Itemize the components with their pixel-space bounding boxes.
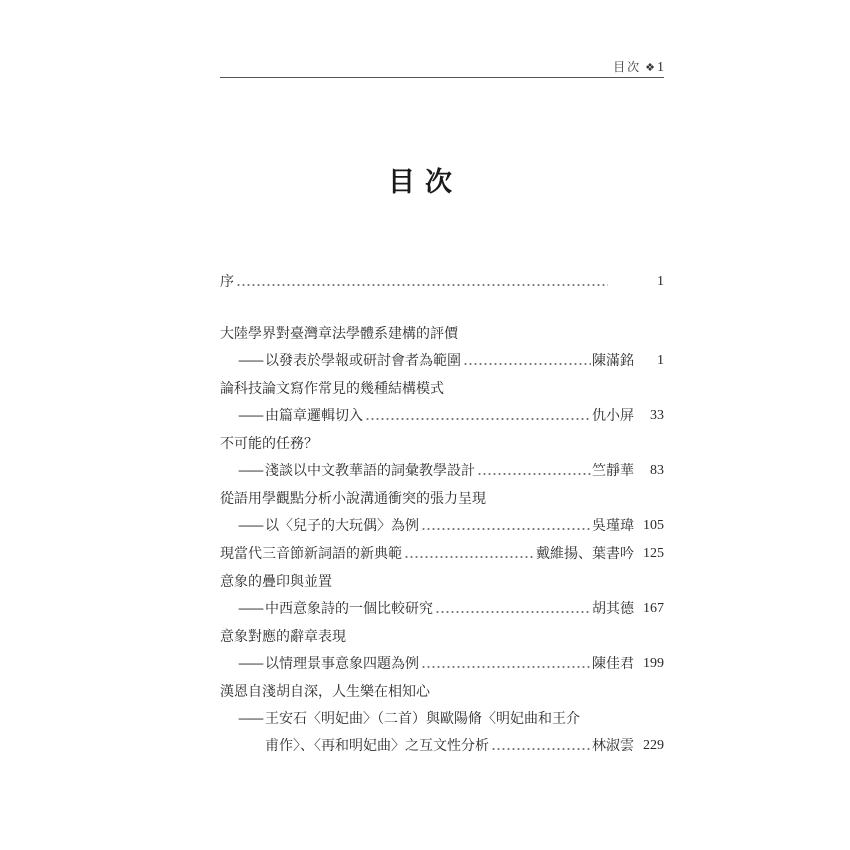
toc-entry-title[interactable]: [220, 487, 664, 509]
toc-page-number: 33: [650, 408, 664, 423]
dot-leader: [477, 471, 591, 477]
toc-entry-title[interactable]: [220, 377, 664, 399]
toc-page-number: 167: [643, 601, 664, 616]
toc-author: 胡其德: [592, 601, 634, 617]
toc-entry-title[interactable]: [220, 680, 664, 702]
toc-subtitle: 以情理景事意象四題為例: [265, 656, 419, 672]
toc-author: 陳佳君: [592, 656, 634, 672]
toc-title: 論科技論文寫作常見的幾種結構模式: [220, 381, 444, 397]
toc-author: 戴維揚、葉書吟: [536, 546, 634, 562]
toc-author: 仇小屏: [592, 408, 634, 424]
toc-entry[interactable]: [220, 542, 664, 564]
em-dash: ——: [238, 711, 262, 727]
em-dash: ——: [238, 656, 262, 672]
toc-author: 陳滿銘: [592, 353, 634, 369]
toc-subtitle: 以〈兒子的大玩偶〉為例: [265, 518, 419, 534]
toc-entry-subtitle[interactable]: [220, 459, 664, 481]
em-dash: ——: [238, 601, 262, 617]
running-head-section: 目次: [613, 60, 642, 74]
dot-leader: [404, 554, 535, 560]
toc-entry-subtitle[interactable]: [220, 652, 664, 674]
dot-leader: [435, 609, 591, 615]
em-dash: ——: [238, 408, 262, 424]
toc-subtitle: 王安石〈明妃曲〉（二首）與歐陽脩〈明妃曲和王介: [265, 711, 580, 727]
toc-page-number: 105: [643, 518, 664, 533]
toc-author: 林淑雲: [592, 738, 634, 754]
toc-page-number: 199: [643, 656, 664, 671]
dot-leader: [421, 664, 591, 670]
toc-title: 現當代三音節新詞語的新典範: [220, 546, 402, 562]
toc-subtitle: 以發表於學報或研討會者為範圍: [265, 353, 461, 369]
dot-leader: [236, 282, 608, 288]
em-dash: ——: [238, 518, 262, 534]
toc-entry-subtitle[interactable]: [220, 514, 664, 536]
toc-title: 不可能的任務？: [220, 436, 318, 452]
running-head-page-number: 1: [657, 60, 664, 75]
toc-title: 意象對應的辭章表現: [220, 629, 346, 645]
toc-entry-title[interactable]: [220, 432, 664, 454]
toc-title: 大陸學界對臺灣章法學體系建構的評價: [220, 326, 458, 342]
page-title: 目次: [388, 167, 462, 198]
toc-entry-subtitle[interactable]: [220, 707, 664, 729]
toc-page-number: 125: [643, 546, 664, 561]
toc-title: 漢恩自淺胡自深，人生樂在相知心: [220, 684, 430, 700]
toc-entry-subtitle[interactable]: [220, 597, 664, 619]
toc-title: 序: [220, 274, 234, 290]
toc-entry-title[interactable]: [220, 625, 664, 647]
dot-leader: [365, 416, 591, 422]
toc-entry-subtitle[interactable]: [220, 349, 664, 371]
toc-entry-subtitle[interactable]: [220, 404, 664, 426]
em-dash: ——: [238, 353, 262, 369]
running-head: [220, 58, 664, 76]
toc-entry-title[interactable]: [220, 570, 664, 592]
toc-title: 從語用學觀點分析小說溝通衝突的張力呈現: [220, 491, 486, 507]
header-rule: [220, 77, 664, 78]
toc-page-number: 83: [650, 463, 664, 478]
em-dash: ——: [238, 463, 262, 479]
ornament-icon: ❖: [645, 61, 655, 74]
dot-leader: [421, 526, 591, 532]
toc-page-number: 229: [643, 738, 664, 753]
toc-author: 竺靜華: [592, 463, 634, 479]
toc-entry-subtitle-continuation[interactable]: [220, 734, 664, 756]
toc-page-number: 1: [657, 274, 664, 289]
toc-title: 意象的疊印與並置: [220, 574, 332, 590]
toc-subtitle: 由篇章邏輯切入: [265, 408, 363, 424]
toc-subtitle: 中西意象詩的一個比較研究: [265, 601, 433, 617]
toc-author: 吳瑾瑋: [592, 518, 634, 534]
toc-subtitle: 淺談以中文教華語的詞彙教學設計: [265, 463, 475, 479]
dot-leader: [463, 361, 591, 367]
toc-entry-preface[interactable]: [220, 270, 664, 292]
dot-leader: [491, 746, 591, 752]
toc-entry-title[interactable]: [220, 322, 664, 344]
toc-page-number: 1: [657, 353, 664, 368]
toc-subtitle: 甫作〉、〈再和明妃曲〉之互文性分析: [265, 738, 489, 754]
